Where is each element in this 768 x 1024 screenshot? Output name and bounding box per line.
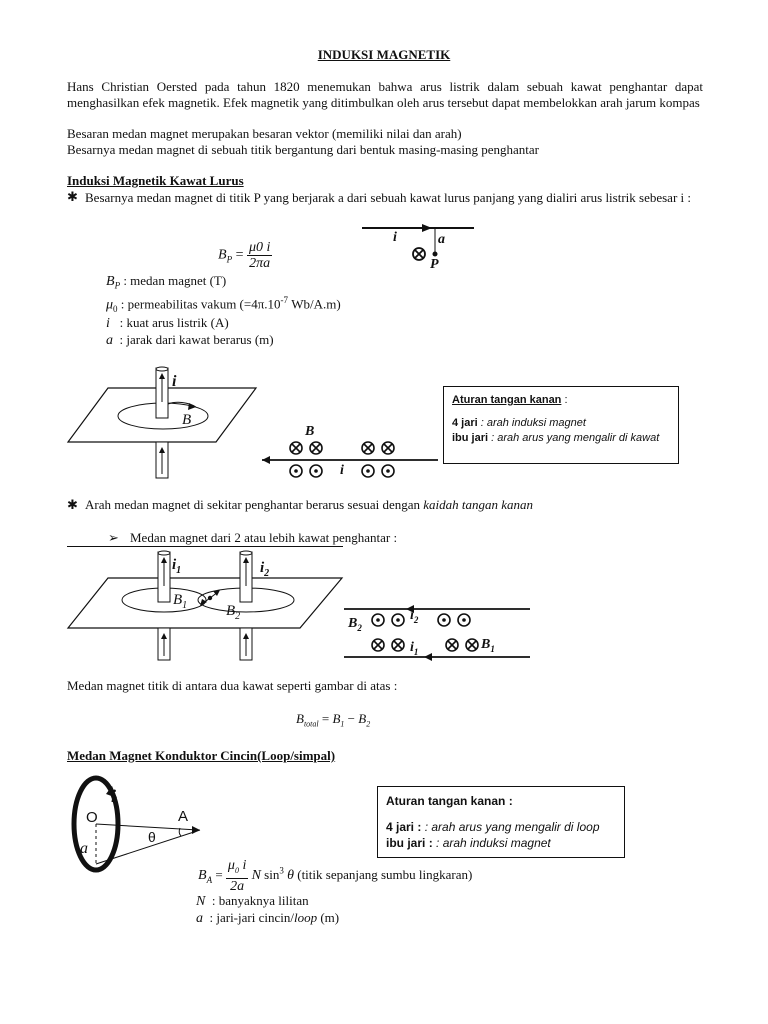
formula-btotal: $B_{total} = B_1 - B_2$: [296, 711, 371, 729]
wire-1-current-label: $i_1$: [172, 557, 182, 576]
loop-radius-label: a: [80, 840, 88, 857]
bullet-straight-wire-text: Besarnya medan magnet di titik P yang berjarak a dari sebuah kawat lurus panjang yang dialiri arus listrik sebesar i :: [85, 190, 692, 205]
page-title: INDUKSI MAGNETIK: [317, 47, 451, 62]
wire-distance-label: a: [438, 232, 445, 247]
def-loop-radius: a : jari-jari cincin/loop (m): [196, 910, 340, 926]
intro-paragraph-1: Hans Christian Oersted pada tahun 1820 menemukan bahwa arus listrik dalam sebuah kawat penghantar dapat menghasilkan efek magnetik. Efek magnetik yang ditimbulkan oleh arus tersebut dapat membelokkan arah jarum kompas: [67, 79, 703, 110]
intro-paragraph-2: Besaran medan magnet merupakan besaran vektor (memiliki nilai dan arah): [67, 126, 462, 141]
right-hand-rule-box-1: Aturan tangan kanan : 4 jari : arah induksi magnet ibu jari : arah arus yang mengalir di kawat: [443, 386, 679, 464]
bullet-star-icon: ✱: [67, 189, 78, 204]
bullet-star-icon: ✱: [67, 497, 78, 512]
single-wire-field-label: B: [182, 412, 192, 428]
field-i1-label: $i_1$: [410, 640, 419, 657]
field-pattern-i-label: i: [340, 463, 344, 478]
section-heading-straight-wire: Induksi Magnetik Kawat Lurus: [67, 173, 244, 188]
loop-theta-label: θ: [148, 829, 156, 845]
point-p-dot: [433, 252, 438, 257]
loop-point-a-label: A: [178, 808, 189, 825]
bullet-right-hand-rule-text: Arah medan magnet di sekitar penghantar berarus sesuai dengan kaidah tangan kanan: [85, 497, 534, 512]
field-pattern-b-label: B: [305, 424, 315, 439]
wire-2-current-label: $i_2$: [260, 560, 270, 579]
def-bp: $B_P$ : medan magnet (T): [106, 273, 227, 291]
def-i: i : kuat arus listrik (A): [106, 315, 229, 331]
formula-bp-numerator: μ0 i: [248, 240, 271, 255]
section-heading-loop: Medan Magnet Konduktor Cincin(Loop/simpal): [67, 748, 336, 763]
loop-center-o-label: O: [86, 809, 98, 826]
arrow-bullet-icon: ➢: [108, 530, 119, 545]
field-b2-label: $B_2$: [348, 616, 362, 633]
field-pattern-diagram: [262, 438, 442, 480]
def-a: a : jarak dari kawat berarus (m): [106, 332, 274, 348]
intro-paragraph-3: Besarnya medan magnet di sebuah titik bergantung dari bentuk masing-masing penghantar: [67, 142, 539, 157]
b1-label: $B_1$: [173, 592, 188, 611]
point-p-label: P: [430, 257, 439, 272]
right-hand-rule-box-2: Aturan tangan kanan : 4 jari : : arah arus yang mengalir di loop ibu jari : : arah induksi magnet: [377, 786, 625, 858]
divider-line: [67, 546, 343, 547]
def-n: N : banyaknya lilitan: [196, 893, 309, 909]
formula-ba: $B_A$ = $\frac{\mu_0 i}{2a}$ N $\sin^3 \theta$ (titik sepanjang sumbu lingkaran): [198, 858, 473, 894]
def-mu0: $\mu_0$ : permeabilitas vakum ($=4\pi.10^{-7}$ Wb/A.m): [106, 295, 341, 314]
loop-current-label: i: [111, 786, 117, 806]
formula-bp-denominator: 2πa: [249, 256, 271, 271]
single-wire-plane-diagram: [68, 366, 258, 478]
single-wire-current-label: i: [172, 373, 177, 390]
wire-current-label: i: [393, 230, 397, 245]
sub-bullet-two-wires-text: Medan magnet dari 2 atau lebih kawat penghantar :: [130, 530, 398, 545]
field-b1-label: $B_1$: [481, 637, 495, 654]
b2-label: $B_2$: [226, 603, 241, 622]
current-arrow-icon: [422, 224, 432, 232]
wire-point-p-diagram: [362, 222, 477, 272]
formula-ba-note: (titik sepanjang sumbu lingkaran): [297, 866, 473, 882]
field-i2-label: $i_2$: [410, 608, 419, 625]
formula-bp: $B_P$ = $\frac{\mu 0 i}{2\pi a}$: [218, 240, 271, 271]
two-wire-plane-diagram: [68, 548, 344, 660]
between-wires-text: Medan magnet titik di antara dua kawat seperti gambar di atas :: [67, 678, 398, 693]
two-wire-field-pattern: [344, 603, 532, 661]
current-left-arrow-icon: [262, 456, 270, 464]
